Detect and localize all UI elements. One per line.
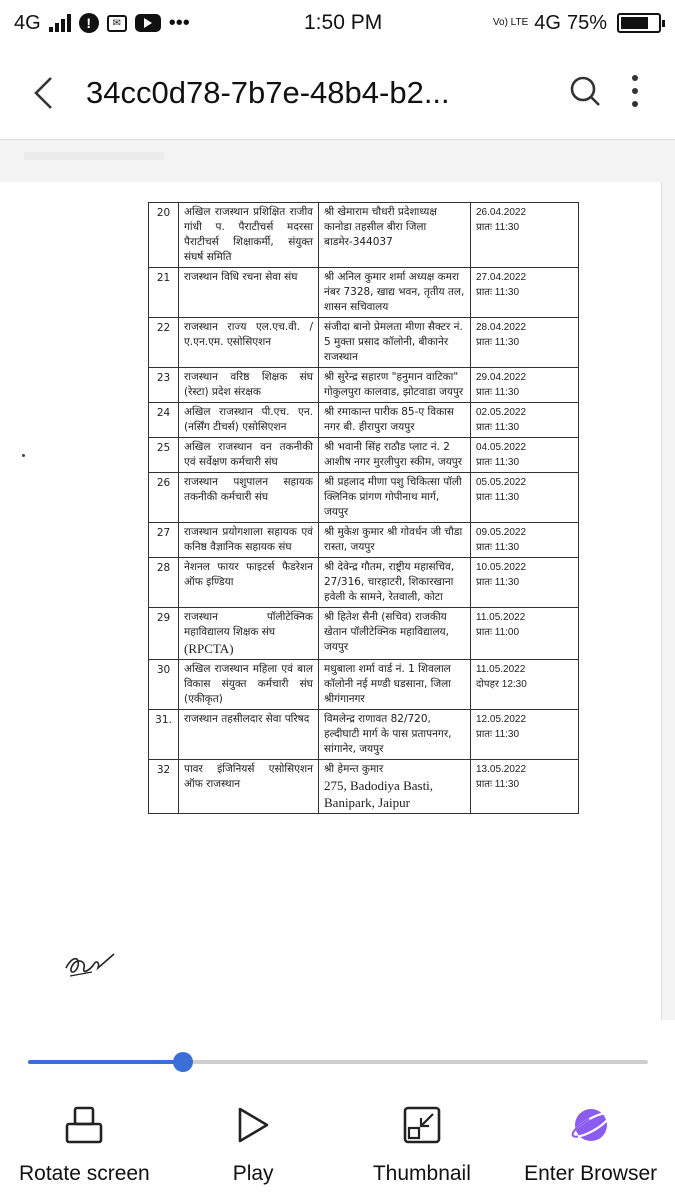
organization-cell: [179, 403, 319, 438]
row-number: 24: [149, 403, 179, 438]
organization-cell: [179, 203, 319, 268]
organization-name: पावर इंजिनियर्स एसोसिएशन ऑफ राजस्थान: [184, 763, 313, 790]
organization-cell: [179, 608, 319, 660]
contact-address: श्री देवेन्द्र गौतम, राष्ट्रीय महासचिव, 27/316, चारहाटरी, शिकारखाना हवेली के सामने, रेतवाली, कोटा: [324, 561, 455, 603]
meeting-date: 11.05.2022: [476, 664, 526, 675]
contact-address-cell: [319, 523, 471, 558]
meeting-datetime-cell: [471, 523, 579, 558]
battery-fill: [621, 17, 648, 29]
meeting-time: प्रातः 11:30: [476, 492, 520, 503]
organization-name: राजस्थान तहसीलदार सेवा परिषद: [184, 713, 310, 725]
more-vertical-icon: [631, 74, 639, 108]
table-row: [149, 558, 579, 608]
rotate-screen-button[interactable]: [0, 1102, 169, 1186]
table-row: [149, 203, 579, 268]
contact-address: श्री खेमाराम चौधरी प्रदेशाध्यक्ष कानोडा तहसील बीरा जिला बाडमेर-344037: [324, 206, 437, 248]
thumbnail-button[interactable]: [338, 1102, 507, 1186]
row-number: 22: [149, 318, 179, 368]
slider-thumb[interactable]: [173, 1052, 193, 1072]
battery-icon: [617, 13, 661, 33]
meeting-datetime-cell: [471, 660, 579, 710]
organization-cell: [179, 318, 319, 368]
thumbnail-icon: [403, 1106, 441, 1144]
meeting-datetime-cell: [471, 558, 579, 608]
document-viewer[interactable]: [0, 140, 675, 1020]
meeting-time: प्रातः 11:30: [476, 337, 520, 348]
rotate-screen-label: Rotate screen: [19, 1162, 150, 1185]
alert-icon: !: [79, 13, 99, 33]
table-row: [149, 473, 579, 523]
network-right-label: 4G: [534, 11, 561, 34]
contact-address: संजीदा बानो प्रेमलता मीणा सैक्टर नं. 5 मुक्ता प्रसाद कॉलोनी, बीकानेर राजस्थान: [324, 321, 463, 363]
organization-cell: [179, 660, 319, 710]
row-number: 23: [149, 368, 179, 403]
enter-browser-button[interactable]: [506, 1102, 675, 1186]
organization-name: राजस्थान राज्य एल.एच.वी. /ए.एन.एम. एसोसिएशन: [184, 321, 313, 348]
row-number: 21: [149, 268, 179, 318]
back-button[interactable]: [0, 46, 86, 140]
meeting-datetime-cell: [471, 760, 579, 814]
contact-address-cell: [319, 660, 471, 710]
youtube-icon: [135, 14, 161, 32]
meeting-time: प्रातः 11:30: [476, 387, 520, 398]
row-number: 25: [149, 438, 179, 473]
rotate-screen-icon: [65, 1106, 103, 1144]
table-row: [149, 523, 579, 558]
network-label: 4G: [14, 11, 41, 34]
organization-cell: [179, 268, 319, 318]
contact-address: श्री हेमन्त कुमार: [324, 763, 384, 775]
page-slider[interactable]: [28, 1060, 648, 1064]
row-number: 28: [149, 558, 179, 608]
meeting-time: प्रातः 11:30: [476, 542, 520, 553]
contact-address: श्री अनिल कुमार शर्मा अध्यक्ष कमरा नंबर 7328, खाद्य भवन, तृतीय तल, शासन सचिवालय: [324, 271, 465, 313]
organization-name: राजस्थान विधि रचना सेवा संघ: [184, 271, 298, 283]
meeting-date: 29.04.2022: [476, 372, 527, 383]
organization-cell: [179, 558, 319, 608]
contact-address-cell: [319, 438, 471, 473]
contact-address: श्री प्रहलाद मीणा पशु चिकित्सा पॉली क्लिनिक प्रांगण गोपीनाथ मार्ग, जयपुर: [324, 476, 462, 518]
play-icon: [236, 1106, 270, 1144]
document-title: 34cc0d78-7b7e-48b4-b2...: [86, 74, 450, 110]
meeting-date: 02.05.2022: [476, 407, 527, 418]
row-number: 20: [149, 203, 179, 268]
more-notifications-icon: •••: [168, 11, 190, 34]
organization-cell: [179, 473, 319, 523]
thumbnail-label: Thumbnail: [372, 1162, 471, 1185]
organization-name: अखिल राजस्थान वन तकनीकी एवं सर्वेक्षण कर्मचारी संघ: [184, 441, 313, 468]
meeting-datetime-cell: [471, 203, 579, 268]
contact-address: श्री भवानी सिंह राठौड प्लाट नं. 2 आशीष नगर मुरलीपुरा स्कीम, जयपुर: [324, 441, 463, 468]
contact-address: श्री हितेश सैनी (सचिव) राजकीय खेतान पॉलीटेक्निक महाविद्यालय, जयपुर: [324, 611, 449, 653]
contact-address: श्री मुकेश कुमार श्री गोवर्धन जी चौडा रास्ता, जयपुर: [324, 526, 463, 553]
meeting-time: प्रातः 11:30: [476, 779, 520, 790]
meeting-date: 11.05.2022: [476, 612, 526, 623]
meeting-time: दोपहर 12:30: [476, 679, 527, 690]
signature-mark: [62, 948, 118, 982]
row-number: 30: [149, 660, 179, 710]
slider-fill: [28, 1060, 183, 1064]
row-number: 27: [149, 523, 179, 558]
action-bar: [0, 1102, 675, 1186]
row-number: 26: [149, 473, 179, 523]
document-page: [0, 182, 662, 1020]
row-number: 32: [149, 760, 179, 814]
meeting-datetime-cell: [471, 403, 579, 438]
meeting-date: 05.05.2022: [476, 477, 527, 488]
row-number: 31.: [149, 710, 179, 760]
meeting-datetime-cell: [471, 473, 579, 523]
organization-name: राजस्थान पशुपालन सहायक तकनीकी कर्मचारी संघ: [184, 476, 313, 503]
meeting-datetime-cell: [471, 368, 579, 403]
play-button[interactable]: [169, 1102, 338, 1186]
contact-address-cell: [319, 608, 471, 660]
organization-cell: [179, 760, 319, 814]
battery-percent: 75%: [566, 11, 607, 34]
contact-address-cell: [319, 318, 471, 368]
contact-address-cell: [319, 203, 471, 268]
table-row: [149, 318, 579, 368]
browser-planet-icon: [569, 1105, 613, 1145]
search-icon: [569, 75, 601, 107]
faint-text-line: [24, 152, 164, 160]
organization-cell: [179, 710, 319, 760]
meeting-date: 12.05.2022: [476, 714, 527, 725]
meeting-datetime-cell: [471, 268, 579, 318]
signal-icon: [49, 14, 71, 32]
row-number: 29: [149, 608, 179, 660]
contact-address-cell: [319, 268, 471, 318]
organization-name: अखिल राजस्थान महिला एवं बाल विकास संयुक्त कर्मचारी संघ (एकीकृत): [184, 663, 313, 705]
meeting-date: 26.04.2022: [476, 207, 527, 218]
table-row: [149, 368, 579, 403]
status-left: [14, 12, 274, 35]
meeting-datetime-cell: [471, 608, 579, 660]
meeting-date: 28.04.2022: [476, 322, 527, 333]
volte-label: Vo) LTE: [492, 17, 529, 28]
meeting-datetime-cell: [471, 438, 579, 473]
meeting-datetime-cell: [471, 318, 579, 368]
contact-address-cell: [319, 403, 471, 438]
meeting-time: प्रातः 11:30: [476, 577, 520, 588]
contact-address: श्री सुरेन्द्र सहारण "हनुमान वाटिका" गोकुलपुरा कालवाड, झोटवाडा जयपुर: [324, 371, 464, 398]
table-row: [149, 438, 579, 473]
enter-browser-label: Enter Browser: [524, 1162, 658, 1185]
table-row: [149, 268, 579, 318]
contact-address: मधुबाला शर्मा वार्ड नं. 1 शिवलाल कॉलोनी नई मण्डी घडसाना, जिला श्रीगंगानगर: [324, 663, 451, 705]
table-row: [149, 710, 579, 760]
meeting-time: प्रातः 11:00: [476, 627, 520, 638]
page-mark: [22, 454, 25, 457]
meeting-time: प्रातः 11:30: [476, 422, 520, 433]
organization-cell: [179, 523, 319, 558]
table-row: [149, 760, 579, 814]
table-row: [149, 403, 579, 438]
union-schedule-table: [148, 202, 579, 814]
organization-abbrev: (RPCTA): [184, 641, 234, 656]
organization-name: अखिल राजस्थान पी.एच. एन.(नर्सिंग टीचर्स) एसोसिएशन: [184, 406, 313, 433]
bottom-panel: [0, 1020, 675, 1200]
meeting-time: प्रातः 11:30: [476, 457, 520, 468]
status-bar: [0, 0, 675, 46]
status-right: [493, 12, 661, 35]
contact-address-cell: [319, 368, 471, 403]
organization-name: अखिल राजस्थान प्रशिक्षित राजीव गांधी प. पैराटीचर्स मदरसा पैराटीचर्स शिक्षाकर्मी, संयुक्त संघर्ष समिति: [184, 206, 313, 263]
more-menu-button[interactable]: [631, 74, 639, 112]
clock: 1:50 PM: [304, 11, 383, 34]
contact-address-cell: [319, 473, 471, 523]
contact-address: श्री रमाकान्त पारीक 85-ए विकास नगर बी. हीरापुरा जयपुर: [324, 406, 454, 433]
meeting-datetime-cell: [471, 710, 579, 760]
mail-icon: ✉: [107, 15, 127, 32]
organization-cell: [179, 368, 319, 403]
meeting-time: प्रातः 11:30: [476, 222, 520, 233]
meeting-date: 09.05.2022: [476, 527, 527, 538]
organization-name: राजस्थान पॉलीटेक्निक महाविद्यालय शिक्षक संघ: [184, 611, 313, 638]
contact-address-cell: [319, 710, 471, 760]
organization-name: राजस्थान प्रयोगशाला सहायक एवं कनिष्ठ वैज्ञानिक सहायक संघ: [184, 526, 313, 553]
contact-address-cell: [319, 760, 471, 814]
table-row: [149, 660, 579, 710]
meeting-date: 27.04.2022: [476, 272, 527, 283]
chevron-left-icon: [31, 75, 55, 111]
organization-cell: [179, 438, 319, 473]
meeting-date: 13.05.2022: [476, 764, 527, 775]
organization-name: राजस्थान वरिष्ठ शिक्षक संघ (रेस्टा) प्रदेश संरक्षक: [184, 371, 313, 398]
search-button[interactable]: [569, 75, 601, 111]
meeting-date: 04.05.2022: [476, 442, 527, 453]
contact-address-cell: [319, 558, 471, 608]
meeting-time: प्रातः 11:30: [476, 729, 520, 740]
organization-name: नेशनल फायर फाइटर्स फैडरेशन ऑफ इण्डिया: [184, 561, 313, 588]
meeting-date: 10.05.2022: [476, 562, 527, 573]
contact-address-english: 275, Badodiya Basti, Banipark, Jaipur: [324, 778, 434, 810]
meeting-time: प्रातः 11:30: [476, 287, 520, 298]
contact-address: विमलेन्द्र राणावत 82/720, हल्दीघाटी मार्ग के पास प्रतापनगर, सांगानेर, जयपुर: [324, 713, 452, 755]
table-row: [149, 608, 579, 660]
play-label: Play: [232, 1162, 274, 1185]
app-bar: [0, 46, 675, 140]
